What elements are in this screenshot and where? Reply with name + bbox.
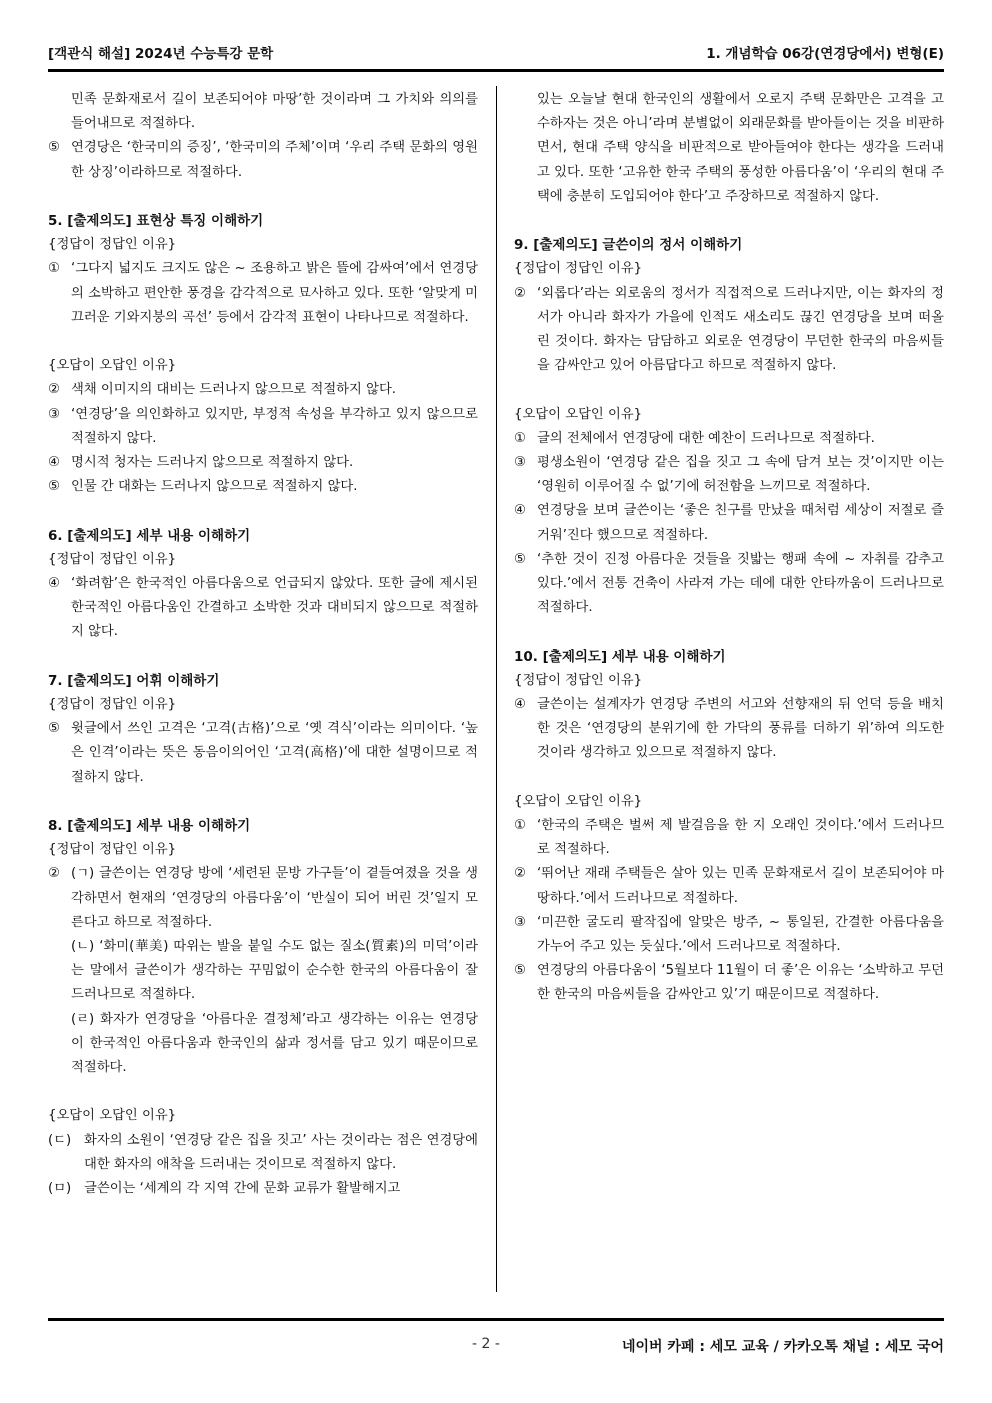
- footer-channel: 네이버 카페 : 세모 교육 / 카카오톡 채널 : 세모 국어: [621, 1339, 944, 1355]
- item-marker: ②: [514, 866, 526, 882]
- section-heading: 6. [출제의도] 세부 내용 이해하기: [48, 527, 251, 544]
- paragraph-gap: [48, 645, 478, 669]
- answer-label: {오답이 오답인 이유}: [48, 358, 177, 374]
- answer-item: [514, 548, 944, 621]
- item-marker: ④: [514, 697, 526, 713]
- paragraph-gap: [514, 209, 944, 233]
- answer-item: [514, 911, 944, 959]
- section-heading: 5. [출제의도] 표현상 특징 이해하기: [48, 213, 264, 229]
- right-column: [514, 88, 944, 1008]
- page-header: [48, 42, 944, 64]
- item-text: ‘뛰어난 재래 주택들은 살아 있는 민족 문화재로서 길이 보존되어야 마땅하다.’에서 드러나므로 적절하다.: [537, 866, 944, 906]
- item-text: 명시적 청자는 드러나지 않으므로 적절하지 않다.: [71, 455, 354, 471]
- answer-label: {오답이 오답인 이유}: [514, 793, 643, 809]
- answer-label: {정답이 정답인 이유}: [514, 261, 643, 277]
- item-text: 글쓴이는 설계자가 연경당 주변의 서고와 선향재의 뒤 언덕 등을 배치한 것은 ‘연경당의 분위기에 한 가닥의 풍류를 더하기 위’하여 의도한 것이라 생각하고 있으므로 적절하지 않다.: [537, 697, 944, 761]
- item-marker: ④: [514, 503, 526, 519]
- answer-item: [48, 257, 478, 330]
- answer-item: [48, 475, 478, 499]
- answer-item: [48, 1129, 478, 1177]
- item-marker: ⑤: [514, 963, 526, 979]
- item-marker: ⑤: [514, 551, 526, 567]
- item-marker: ②: [48, 382, 60, 398]
- answer-label: {정답이 정답인 이유}: [514, 672, 643, 688]
- paragraph-gap: [48, 1080, 478, 1104]
- item-text: ‘미끈한 굴도리 팔작집에 알맞은 방주, ~ 통일된, 간결한 아름다움을 가누어 주고 있는 듯싶다.’에서 드러나므로 적절하다.: [537, 914, 944, 955]
- answer-item: [48, 378, 478, 402]
- column-divider: [496, 86, 497, 1292]
- item-marker: ④: [48, 576, 60, 592]
- paragraph-gap: [48, 790, 478, 814]
- left-column: [48, 88, 478, 1201]
- section-heading: 8. [출제의도] 세부 내용 이해하기: [48, 818, 251, 835]
- item-marker: ③: [514, 914, 526, 930]
- header-section: 1. 개념학습 06강(연경당에서) 변형(E): [706, 46, 944, 62]
- answer-item: [48, 403, 478, 451]
- section-heading: 10. [출제의도] 세부 내용 이해하기: [514, 648, 726, 665]
- sub-item: (ㄴ) ‘화미(華美) 따위는 발을 붙일 수도 없는 질소(質素)의 미덕’이라는 말에서 글쓴이가 생각하는 꾸밈없이 순수한 한국의 아름다움이 잘 드러나므로 적절하다.: [71, 939, 478, 1003]
- answer-item: [514, 959, 944, 1007]
- answer-item: [48, 572, 478, 645]
- item-marker: ③: [514, 455, 526, 471]
- item-text: 글의 전체에서 연경당에 대한 예찬이 드러나므로 적절하다.: [537, 430, 875, 446]
- item-text: 글쓴이는 ‘세계의 각 지역 간에 문화 교류가 활발해지고: [84, 1181, 401, 1197]
- footer-rule: [48, 1318, 944, 1321]
- item-marker: ⑤: [48, 479, 60, 495]
- item-text: 연경당의 아름다움이 ‘5월보다 11월이 더 좋’은 이유는 ‘소박하고 무던한 한국의 마음씨들을 감싸안고 있’기 때문이므로 적절하다.: [537, 963, 944, 1003]
- item-marker: ③: [48, 406, 60, 422]
- item-marker: ②: [514, 285, 526, 301]
- answer-label: {정답이 정답인 이유}: [48, 237, 177, 253]
- answer-label: {정답이 정답인 이유}: [48, 697, 177, 713]
- continued-text: 민족 문화재로서 길이 보존되어야 마땅’한 것이라며 그 가치와 의의를 들어내므로 적절하다.: [71, 92, 478, 132]
- item-text: ‘화려함’은 한국적인 아름다움으로 언급되지 않았다. 또한 글에 제시된 한국적인 아름다움인 간결하고 소박한 것과 대비되지 않으므로 적절하지 않다.: [71, 576, 478, 640]
- item-text: 연경당을 보며 글쓴이는 ‘좋은 친구를 만났을 때처럼 세상이 저절로 즐거워’진다 했으므로 적절하다.: [537, 503, 944, 543]
- section-heading: 9. [출제의도] 글쓴이의 정서 이해하기: [514, 237, 743, 254]
- answer-item: [514, 814, 944, 862]
- answer-item: [48, 1177, 478, 1201]
- item-marker: ⑤: [48, 140, 60, 156]
- paragraph-gap: [514, 766, 944, 790]
- answer-item: [48, 862, 478, 935]
- item-text: 인물 간 대화는 드러나지 않으므로 적절하지 않다.: [71, 479, 358, 495]
- item-text: ‘그다지 넓지도 크지도 않은 ~ 조용하고 밝은 뜰에 감싸여’에서 연경당의 소박하고 편안한 풍경을 감각적으로 묘사하고 있다. 또한 ‘알맞게 미끄러운 기와지붕의 곡선’ 등에서 감각적 표현이 나타나므로 적절하다.: [71, 261, 478, 325]
- answer-item: [514, 451, 944, 499]
- item-text: 평생소원이 ‘연경당 같은 집을 짓고 그 속에 담겨 보는 것’이지만 이는 ‘영원히 이루어질 수 없’기에 허전함을 느끼므로 적절하다.: [537, 455, 944, 495]
- item-marker: ④: [48, 455, 60, 471]
- paragraph-gap: [48, 499, 478, 523]
- answer-item: [514, 427, 944, 451]
- item-text: ‘추한 것이 진정 아름다운 것들을 짓밟는 행패 속에 ~ 자취를 감추고 있다.’에서 전통 건축이 사라져 가는 데에 대한 안타까움이 드러나므로 적절하다.: [537, 551, 944, 616]
- item-text: ‘연경당’을 의인화하고 있지만, 부정적 속성을 부각하고 있지 않으므로 적절하지 않다.: [71, 406, 478, 446]
- section-heading: 7. [출제의도] 어휘 이해하기: [48, 672, 220, 689]
- paragraph-gap: [48, 330, 478, 354]
- answer-item: [48, 451, 478, 475]
- item-marker: (ㅁ): [48, 1181, 72, 1197]
- item-marker: ①: [514, 430, 526, 446]
- item-text: 색채 이미지의 대비는 드러나지 않으므로 적절하지 않다.: [71, 382, 397, 398]
- paragraph-gap: [514, 620, 944, 644]
- answer-item: [48, 136, 478, 184]
- item-text: (ㄱ) 글쓴이는 연경당 방에 ‘세련된 문방 가구들’이 곁들여졌을 것을 생각하면서 현재의 ‘연경당의 아름다움’이 ‘반실이 되어 버린 것’일지 모른다고 하므로 적절하다.: [71, 866, 478, 930]
- answer-item: [514, 499, 944, 547]
- item-marker: (ㄷ): [48, 1132, 72, 1148]
- item-text: 화자의 소원이 ‘연경당 같은 집을 짓고’ 사는 것이라는 점은 연경당에 대한 화자의 애착을 드러내는 것이므로 적절하지 않다.: [84, 1132, 478, 1172]
- continued-text: 있는 오늘날 현대 한국인의 생활에서 오로지 주택 문화만은 고격을 고수하자는 것은 아니’라며 분별없이 외래문화를 받아들이는 것을 비판하면서, 현대 주택 양식을 비판적으로 받아들여야 한다는 생각을 드러내고 있다. 또한 ‘고유한 한국 주택의 풍성한 아름다움’이 ‘우리의 현대 주택에 충분히 도입되어야 한다’고 주장하므로 적절하지 않다.: [537, 92, 944, 204]
- item-text: ‘외롭다’라는 외로움의 정서가 직접적으로 드러나지만, 이는 화자의 정서가 아니라 화자가 가을에 인적도 새소리도 끊긴 연경당을 보며 떠올린 것이다. 화자는 담담하고 외로운 연경당이 무던한 한국의 마음씨들을 감싸안고 있어 아름답다고 하므로 적절하지 않다.: [537, 285, 944, 374]
- answer-item: [514, 693, 944, 766]
- item-marker: ⑤: [48, 721, 60, 737]
- item-marker: ①: [48, 261, 60, 277]
- answer-label: {정답이 정답인 이유}: [48, 551, 177, 567]
- answer-label: {정답이 정답인 이유}: [48, 842, 177, 858]
- header-title: [객관식 해설] 2024년 수능특강 문학: [48, 46, 274, 62]
- item-marker: ②: [48, 866, 60, 882]
- answer-label: {오답이 오답인 이유}: [514, 406, 643, 422]
- paragraph-gap: [48, 185, 478, 209]
- answer-item: [514, 862, 944, 910]
- answer-label: {오답이 오답인 이유}: [48, 1108, 177, 1124]
- item-text: 연경당은 ‘한국미의 증징’, ‘한국미의 주체’이며 ‘우리 주택 문화의 영원한 상징’이라하므로 적절하다.: [71, 140, 478, 180]
- answer-item: [48, 717, 478, 790]
- item-text: 윗글에서 쓰인 고격은 ‘고격(古格)’으로 ‘옛 격식’이라는 의미이다. ‘높은 인격’이라는 뜻은 동음이의어인 ‘고격(高格)’에 대한 설명이므로 적절하지 않다.: [71, 721, 478, 785]
- item-marker: ①: [514, 818, 526, 834]
- answer-item: [514, 282, 944, 379]
- paragraph-gap: [514, 378, 944, 402]
- page-number: - 2 -: [472, 1336, 500, 1352]
- item-text: ‘한국의 주택은 벌써 제 발걸음을 한 지 오래인 것이다.’에서 드러나므로 적절하다.: [537, 818, 944, 858]
- header-rule: [48, 69, 944, 72]
- sub-item: (ㄹ) 화자가 연경당을 ‘아름다운 결정체’라고 생각하는 이유는 연경당이 한국적인 아름다움과 한국인의 삶과 정서를 담고 있기 때문이므로 적절하다.: [71, 1011, 478, 1076]
